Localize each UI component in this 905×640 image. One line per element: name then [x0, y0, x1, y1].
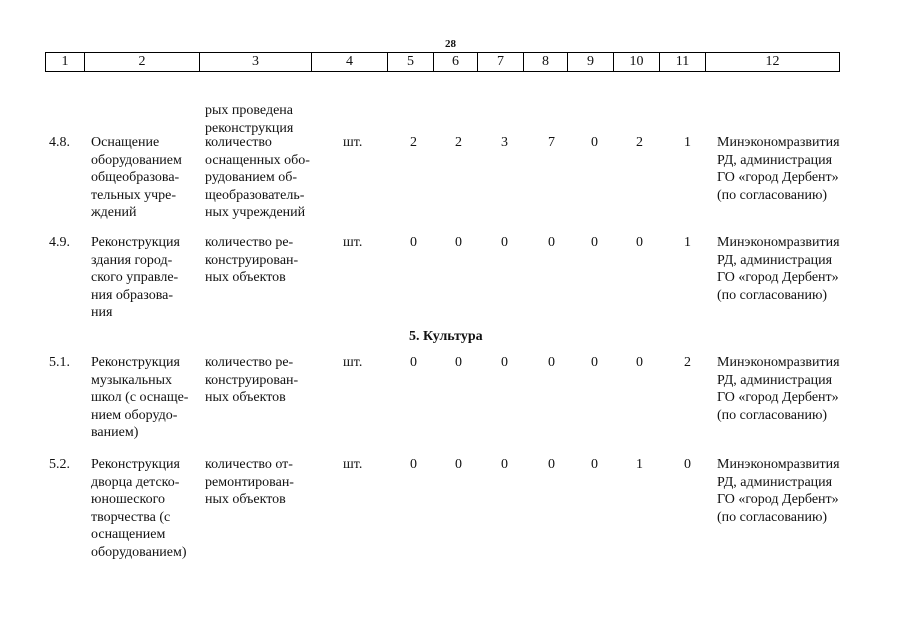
row-value-col-11: 0	[684, 457, 691, 472]
header-col-7: 7	[477, 53, 523, 71]
row-organization: Минэкономразвития РД, администрация ГО «город Дербент» (по согласованию)	[717, 457, 840, 525]
row-unit: шт.	[343, 135, 363, 150]
row-number: 4.8.	[49, 135, 70, 150]
row-name: Реконструкция дворца детско- юношеского творчества (с оснащением оборудованием)	[91, 457, 187, 560]
header-col-10: 10	[613, 53, 659, 71]
row-value-col-5: 2	[410, 135, 417, 150]
row-indicator: количество ре- конструирован- ных объектов	[205, 235, 299, 285]
section-title: 5. Культура	[409, 329, 483, 344]
row-organization: Минэкономразвития РД, администрация ГО «город Дербент» (по согласованию)	[717, 135, 840, 203]
header-col-4: 4	[311, 53, 387, 71]
header-col-6: 6	[433, 53, 477, 71]
row-value-col-6: 2	[455, 135, 462, 150]
row-value-col-6: 0	[455, 355, 462, 370]
row-value-col-9: 0	[591, 355, 598, 370]
continuation-indicator: рых проведена реконструкция	[205, 103, 294, 136]
row-number: 4.9.	[49, 235, 70, 250]
row-indicator: количество от- ремонтирован- ных объектов	[205, 457, 294, 507]
row-number: 5.2.	[49, 457, 70, 472]
row-name: Реконструкция музыкальных школ (с оснаще- нием оборудо- ванием)	[91, 355, 189, 440]
row-value-col-6: 0	[455, 457, 462, 472]
row-name: Оснащение оборудованием общеобразова- тельных учре- ждений	[91, 135, 182, 220]
row-value-col-11: 2	[684, 355, 691, 370]
row-unit: шт.	[343, 355, 363, 370]
row-value-col-10: 2	[636, 135, 643, 150]
header-col-2: 2	[84, 53, 199, 71]
row-value-col-8: 0	[548, 457, 555, 472]
row-value-col-7: 0	[501, 235, 508, 250]
row-unit: шт.	[343, 457, 363, 472]
row-name: Реконструкция здания город- ского управле- ния образова- ния	[91, 235, 180, 320]
row-indicator: количество ре- конструирован- ных объектов	[205, 355, 299, 405]
row-value-col-5: 0	[410, 355, 417, 370]
row-value-col-10: 1	[636, 457, 643, 472]
row-value-col-5: 0	[410, 457, 417, 472]
header-col-12: 12	[705, 53, 840, 71]
row-value-col-8: 0	[548, 235, 555, 250]
row-value-col-9: 0	[591, 135, 598, 150]
row-value-col-9: 0	[591, 235, 598, 250]
header-col-1: 1	[45, 53, 84, 71]
row-value-col-10: 0	[636, 235, 643, 250]
row-unit: шт.	[343, 235, 363, 250]
row-value-col-5: 0	[410, 235, 417, 250]
row-indicator: количество оснащенных обо- рудованием об- щеобразователь- ных учреждений	[205, 135, 310, 220]
row-organization: Минэкономразвития РД, администрация ГО «город Дербент» (по согласованию)	[717, 235, 840, 303]
page-number: 28	[445, 38, 456, 50]
row-value-col-11: 1	[684, 135, 691, 150]
row-value-col-7: 3	[501, 135, 508, 150]
row-value-col-6: 0	[455, 235, 462, 250]
row-value-col-8: 0	[548, 355, 555, 370]
row-value-col-7: 0	[501, 457, 508, 472]
header-col-11: 11	[659, 53, 705, 71]
row-number: 5.1.	[49, 355, 70, 370]
header-col-9: 9	[567, 53, 613, 71]
table-header	[45, 52, 840, 72]
row-value-col-9: 0	[591, 457, 598, 472]
header-col-3: 3	[199, 53, 311, 71]
row-value-col-8: 7	[548, 135, 555, 150]
row-value-col-10: 0	[636, 355, 643, 370]
header-col-5: 5	[387, 53, 433, 71]
row-value-col-11: 1	[684, 235, 691, 250]
header-col-8: 8	[523, 53, 567, 71]
row-value-col-7: 0	[501, 355, 508, 370]
row-organization: Минэкономразвития РД, администрация ГО «город Дербент» (по согласованию)	[717, 355, 840, 423]
